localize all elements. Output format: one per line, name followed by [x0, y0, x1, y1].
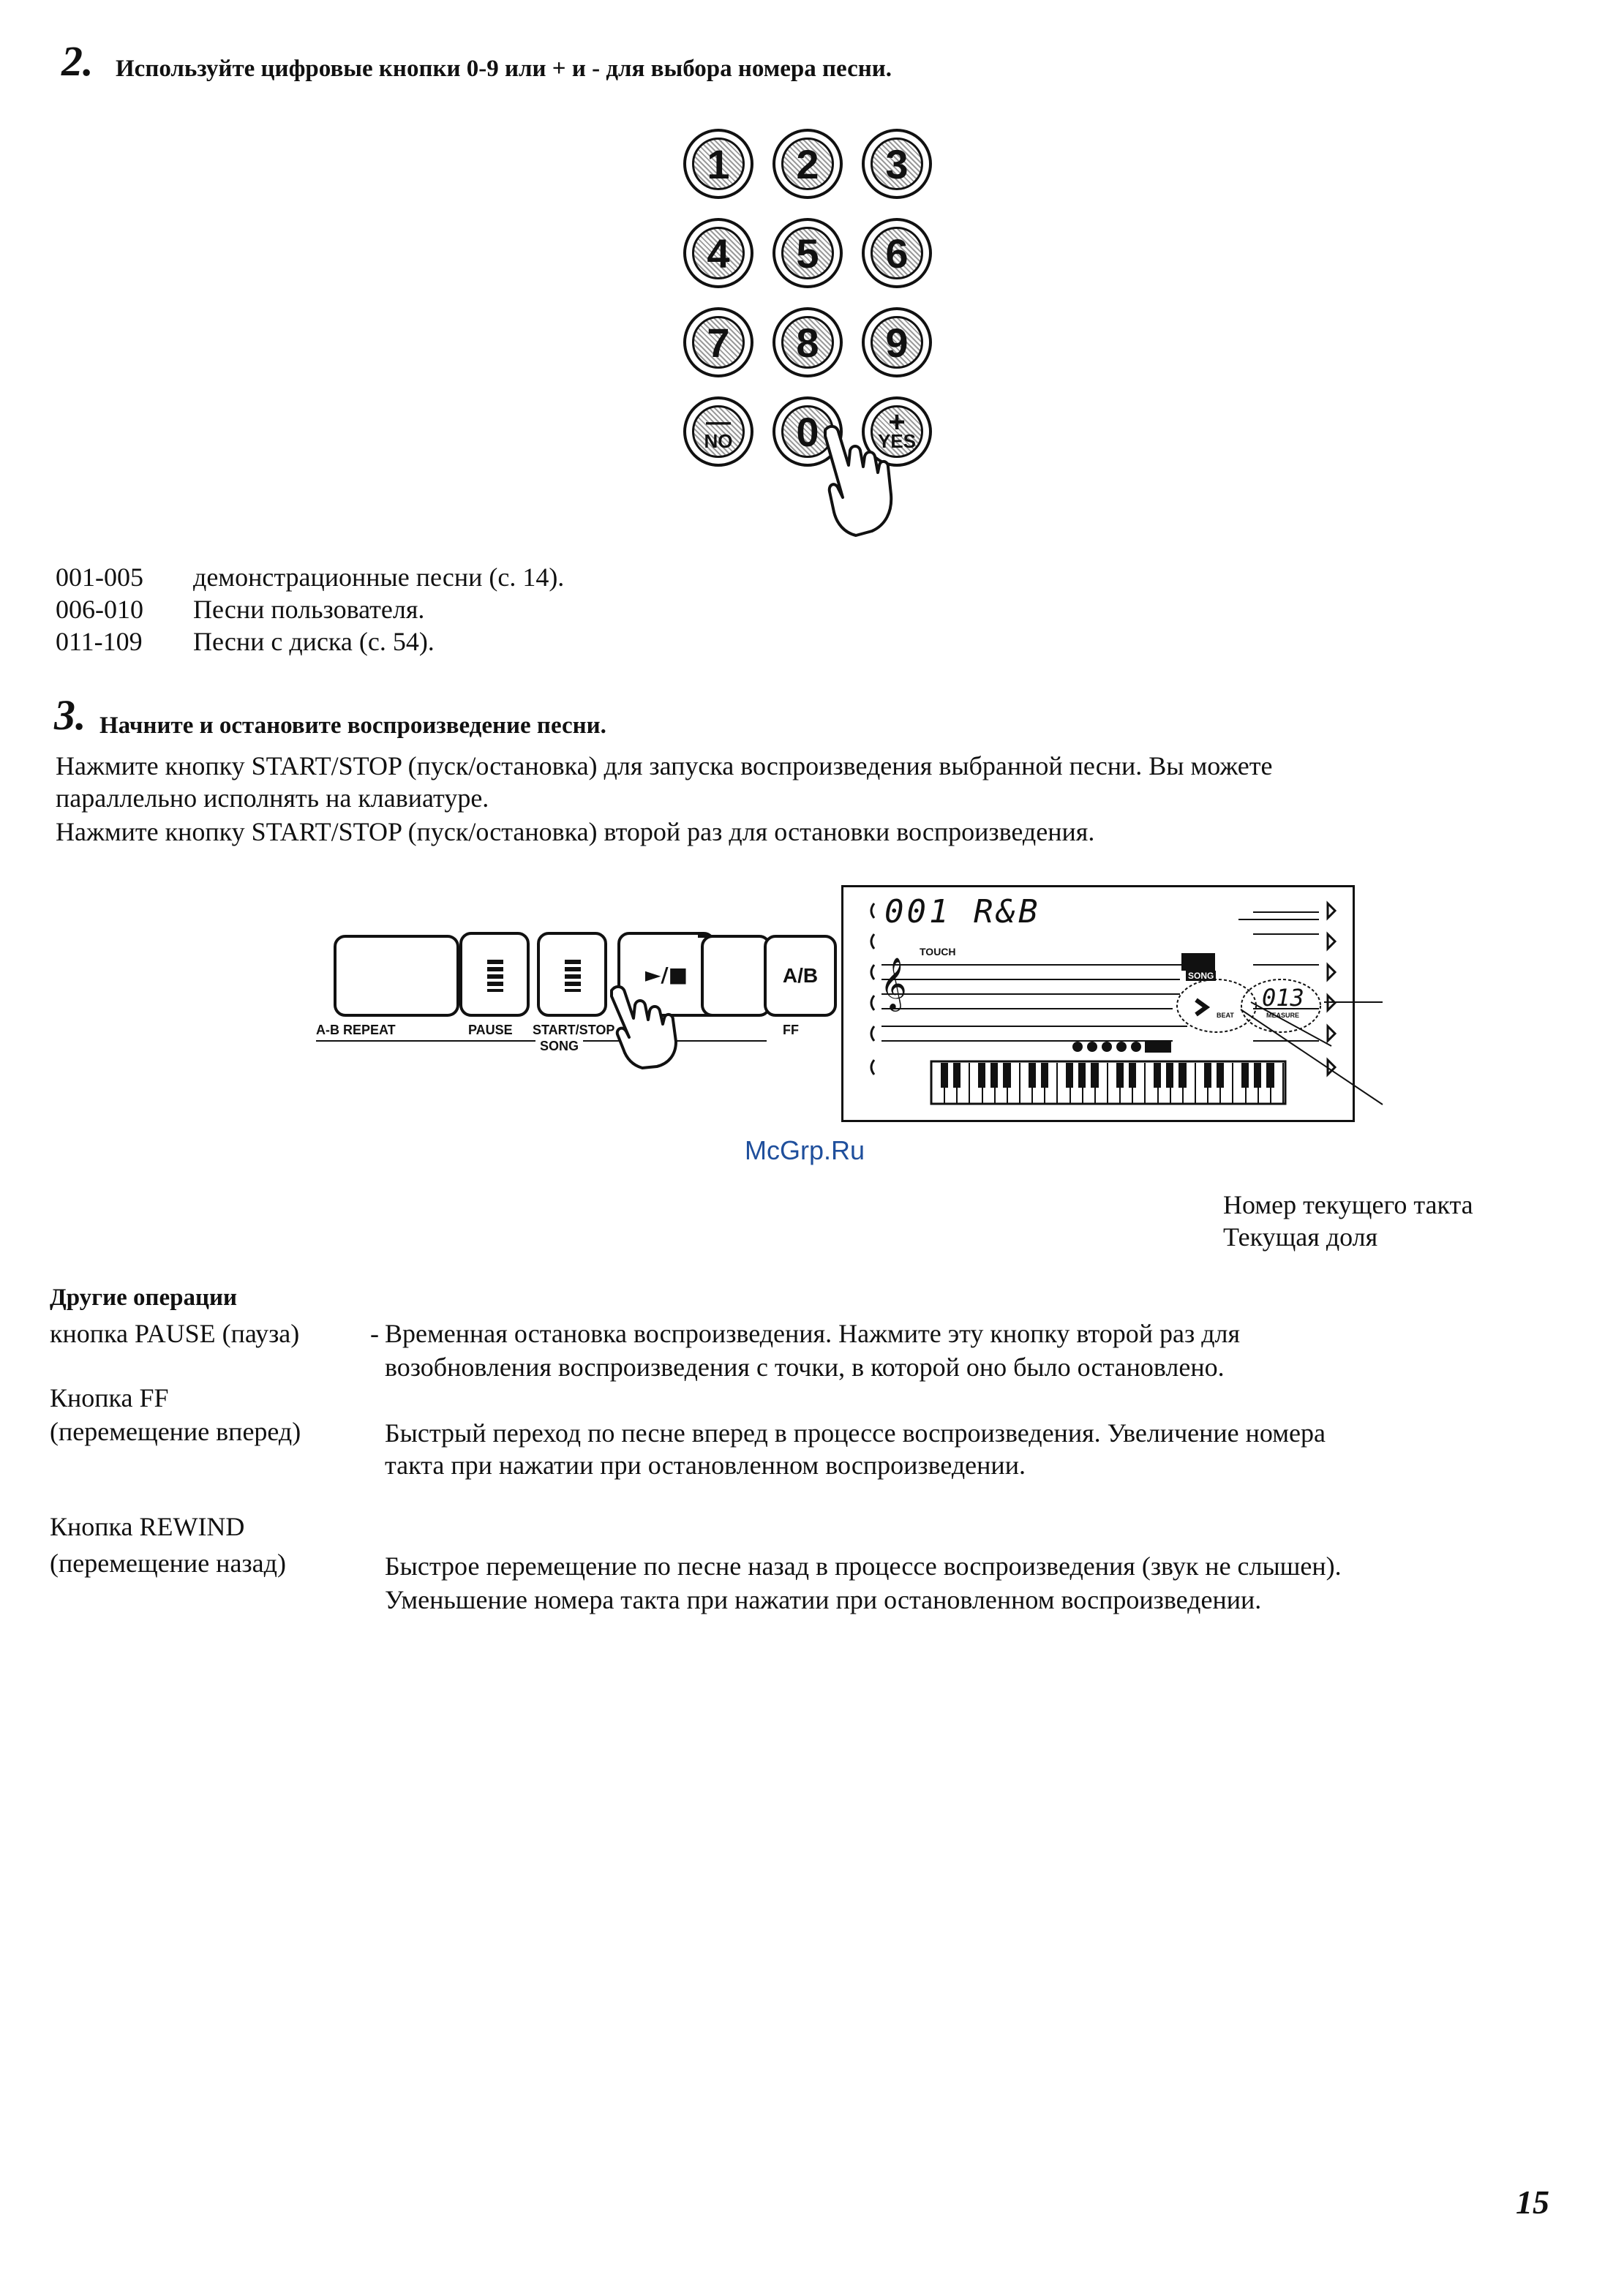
step-3-title: Начните и остановите воспроизведение песни. — [99, 712, 606, 739]
range-desc: демонстрационные песни (с. 14). — [193, 563, 565, 592]
song-range-disk — [56, 626, 435, 657]
caption-start-stop: START/STOP — [533, 1023, 615, 1037]
panel-right-group — [679, 929, 819, 1061]
ff-op-desc-1: Быстрый переход по песне вперед в процессе воспроизведения. Увеличение номера — [385, 1418, 1326, 1448]
lcd-white-key — [1008, 1063, 1020, 1104]
caption-ab-repeat: A-B REPEAT — [316, 1023, 396, 1037]
pause-op-label: кнопка PAUSE (пауза) — [50, 1319, 300, 1348]
rew-op-label-1: Кнопка REWIND — [50, 1512, 245, 1541]
lcd-beat-label: BEAT — [1217, 1012, 1234, 1019]
key-plus-yes[interactable]: + YES — [862, 396, 932, 467]
key-0[interactable]: 0 — [772, 396, 843, 467]
lcd-white-key — [1184, 1063, 1196, 1104]
lcd-white-key — [1221, 1063, 1233, 1104]
song-range-demo — [56, 562, 564, 592]
lcd-measure-value: 013 — [1262, 984, 1304, 1012]
ab-button[interactable] — [764, 935, 837, 1017]
caption-pause: PAUSE — [468, 1023, 513, 1037]
lcd-white-key — [1133, 1063, 1146, 1104]
callout-measure-number: Номер текущего такта — [1223, 1190, 1473, 1219]
rewind-button[interactable] — [389, 935, 459, 1017]
key-9[interactable]: 9 — [862, 307, 932, 377]
treble-clef-icon: 𝄞 — [880, 956, 907, 1009]
range-desc: Песни пользователя. — [193, 595, 425, 624]
other-ops-heading: Другие операции — [50, 1284, 238, 1311]
rew-op-desc-2: Уменьшение номера такта при нажатии при остановленном воспроизведении. — [385, 1585, 1262, 1614]
lcd-keyboard — [933, 1063, 1284, 1104]
range-code: 011-109 — [56, 627, 143, 656]
ff-op-label-2: (перемещение вперед) — [50, 1417, 301, 1446]
extra-button[interactable] — [701, 935, 771, 1017]
caption-ff: FF — [783, 1023, 799, 1037]
step-3-line-1: Нажмите кнопку START/STOP (пуск/остановка) для запуска воспроизведения выбранной песни. Вы можете — [56, 751, 1273, 780]
lcd-measure-label: MEASURE — [1266, 1012, 1300, 1019]
play-stop-icon: ►/■ — [644, 962, 688, 987]
key-2[interactable]: 2 — [772, 129, 843, 199]
numeric-keypad — [676, 129, 939, 538]
key-6[interactable]: 6 — [862, 218, 932, 288]
step-2-number: 2. — [61, 37, 94, 85]
step-3-line-2: параллельно исполнять на клавиатуре. — [56, 783, 489, 813]
key-7[interactable]: 7 — [683, 307, 753, 377]
range-code: 001-005 — [56, 563, 143, 592]
pause-button[interactable] — [459, 932, 530, 1017]
range-code: 006-010 — [56, 595, 143, 624]
pointing-hand-icon — [604, 983, 685, 1071]
lcd-white-key — [958, 1063, 970, 1104]
ff-op-desc-2: такта при нажатии при остановленном воспроизведении. — [385, 1451, 1026, 1480]
rew-op-label-2: (перемещение назад) — [50, 1549, 286, 1578]
pause-op-desc-1: Временная остановка воспроизведения. Нажмите эту кнопку второй раз для — [385, 1319, 1241, 1348]
ab-label: A/B — [782, 964, 819, 987]
key-8[interactable]: 8 — [772, 307, 843, 377]
lcd-white-key — [1045, 1063, 1058, 1104]
key-5[interactable]: 5 — [772, 218, 843, 288]
watermark: McGrp.Ru — [745, 1135, 865, 1165]
pointing-hand-icon — [815, 421, 903, 538]
lcd-song-tag: SONG — [1186, 971, 1216, 981]
lcd-song-display: 001 R&B — [884, 893, 1041, 930]
lcd-white-key — [1096, 1063, 1108, 1104]
pause-icon — [487, 960, 503, 992]
range-desc: Песни с диска (с. 54). — [193, 627, 435, 656]
step-3-line-3: Нажмите кнопку START/STOP (пуск/остановка) второй раз для остановки воспроизведения. — [56, 817, 1095, 846]
key-minus-no[interactable]: — NO — [683, 396, 753, 467]
caption-song: SONG — [535, 1039, 583, 1054]
pause-op-dash: - — [370, 1319, 379, 1348]
pause-op-desc-2: возобновления воспроизведения с точки, в которой оно было остановлено. — [385, 1353, 1225, 1382]
ff-op-label-1: Кнопка FF — [50, 1383, 169, 1412]
stop-step-button[interactable] — [537, 932, 607, 1017]
callout-lines — [1236, 973, 1397, 1119]
rew-op-desc-1: Быстрое перемещение по песне назад в процессе воспроизведения (звук не слышен). — [385, 1551, 1342, 1581]
step-3-number: 3. — [54, 691, 86, 739]
key-4[interactable]: 4 — [683, 218, 753, 288]
page-number: 15 — [1516, 2183, 1549, 2221]
key-3[interactable]: 3 — [862, 129, 932, 199]
song-range-user — [56, 594, 424, 625]
lcd-touch-label: TOUCH — [920, 946, 956, 958]
step-2-title: Используйте цифровые кнопки 0-9 или + и - для выбора номера песни. — [116, 56, 892, 82]
callout-current-beat: Текущая доля — [1223, 1222, 1378, 1252]
key-1[interactable]: 1 — [683, 129, 753, 199]
step-icon — [565, 960, 581, 992]
